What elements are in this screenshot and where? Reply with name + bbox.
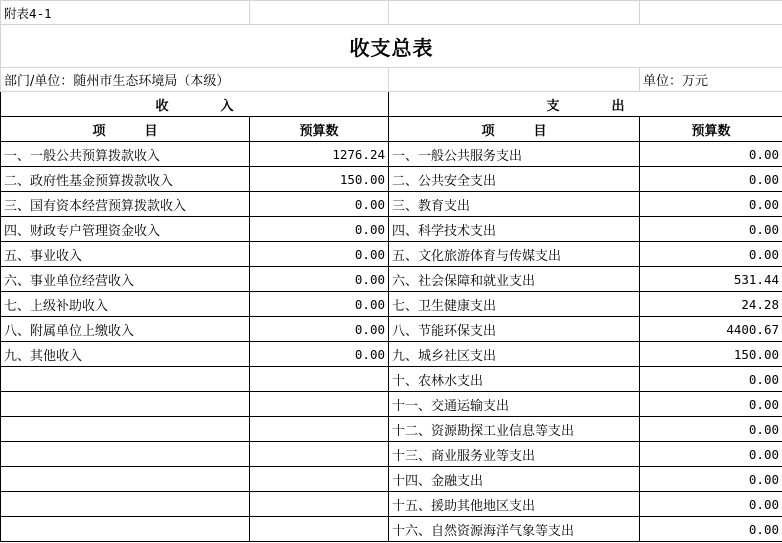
expense-value: 0.00 [640, 242, 782, 267]
income-value: 150.00 [250, 167, 389, 192]
income-item [1, 417, 250, 442]
expense-value: 531.44 [640, 267, 782, 292]
income-item [1, 492, 250, 517]
income-value [250, 392, 389, 417]
expense-item: 十六、自然资源海洋气象等支出 [389, 517, 640, 542]
income-value: 0.00 [250, 242, 389, 267]
income-item-header: 项 目 [1, 117, 250, 142]
income-value: 1276.24 [250, 142, 389, 167]
expense-value: 0.00 [640, 367, 782, 392]
expense-item-header: 项 目 [389, 117, 640, 142]
expense-value: 0.00 [640, 492, 782, 517]
expense-value: 0.00 [640, 167, 782, 192]
expense-value: 0.00 [640, 417, 782, 442]
expense-item: 七、卫生健康支出 [389, 292, 640, 317]
income-item [1, 442, 250, 467]
table-row [1, 217, 782, 242]
table-row [1, 342, 782, 367]
expense-budget-header: 预算数 [640, 117, 782, 142]
expense-value: 0.00 [640, 142, 782, 167]
table-row [1, 442, 782, 467]
expense-item: 六、社会保障和就业支出 [389, 267, 640, 292]
income-value [250, 367, 389, 392]
income-item: 七、上级补助收入 [1, 292, 250, 317]
expense-item: 一、一般公共服务支出 [389, 142, 640, 167]
expense-value: 0.00 [640, 442, 782, 467]
expense-item: 十四、金融支出 [389, 467, 640, 492]
income-item: 四、财政专户管理资金收入 [1, 217, 250, 242]
income-item [1, 367, 250, 392]
expense-value: 24.28 [640, 292, 782, 317]
unit-label: 单位：万元 [640, 68, 782, 92]
income-item [1, 517, 250, 542]
table-row [1, 467, 782, 492]
expense-item: 四、科学技术支出 [389, 217, 640, 242]
table-row [1, 317, 782, 342]
expense-value: 150.00 [640, 342, 782, 367]
table-row [1, 242, 782, 267]
income-budget-header: 预算数 [250, 117, 389, 142]
income-item: 三、国有资本经营预算拨款收入 [1, 192, 250, 217]
income-value: 0.00 [250, 217, 389, 242]
expense-item: 十五、援助其他地区支出 [389, 492, 640, 517]
expense-item: 九、城乡社区支出 [389, 342, 640, 367]
expense-item: 十二、资源勘探工业信息等支出 [389, 417, 640, 442]
table-row [1, 492, 782, 517]
income-value [250, 517, 389, 542]
expense-header: 支 出 [389, 92, 782, 117]
income-value: 0.00 [250, 267, 389, 292]
income-value [250, 442, 389, 467]
income-item: 八、附属单位上缴收入 [1, 317, 250, 342]
table-row [1, 417, 782, 442]
expense-item: 十一、交通运输支出 [389, 392, 640, 417]
expense-value: 0.00 [640, 392, 782, 417]
expense-item: 十、农林水支出 [389, 367, 640, 392]
income-item: 二、政府性基金预算拨款收入 [1, 167, 250, 192]
table-row [1, 292, 782, 317]
income-item: 五、事业收入 [1, 242, 250, 267]
expense-item: 三、教育支出 [389, 192, 640, 217]
table-row [1, 267, 782, 292]
income-item: 一、一般公共预算拨款收入 [1, 142, 250, 167]
income-value [250, 467, 389, 492]
income-value [250, 417, 389, 442]
expense-item: 八、节能环保支出 [389, 317, 640, 342]
expense-item: 五、文化旅游体育与传媒支出 [389, 242, 640, 267]
table-row [1, 142, 782, 167]
expense-value: 4400.67 [640, 317, 782, 342]
expense-value: 0.00 [640, 467, 782, 492]
table-row [1, 192, 782, 217]
table-row [1, 517, 782, 542]
table-row [1, 167, 782, 192]
income-item: 九、其他收入 [1, 342, 250, 367]
income-value: 0.00 [250, 292, 389, 317]
attachment-label: 附表4-1 [1, 1, 250, 25]
expense-value: 0.00 [640, 217, 782, 242]
income-header: 收 入 [1, 92, 389, 117]
expense-value: 0.00 [640, 192, 782, 217]
income-item [1, 392, 250, 417]
table-row [1, 367, 782, 392]
page-title: 收支总表 [1, 25, 782, 68]
income-value [250, 492, 389, 517]
table-row [1, 392, 782, 417]
income-value: 0.00 [250, 317, 389, 342]
expense-value: 0.00 [640, 517, 782, 542]
income-value: 0.00 [250, 342, 389, 367]
income-value: 0.00 [250, 192, 389, 217]
expense-item: 二、公共安全支出 [389, 167, 640, 192]
department-label: 部门/单位：随州市生态环境局（本级） [1, 68, 389, 92]
expense-item: 十三、商业服务业等支出 [389, 442, 640, 467]
income-item [1, 467, 250, 492]
income-item: 六、事业单位经营收入 [1, 267, 250, 292]
